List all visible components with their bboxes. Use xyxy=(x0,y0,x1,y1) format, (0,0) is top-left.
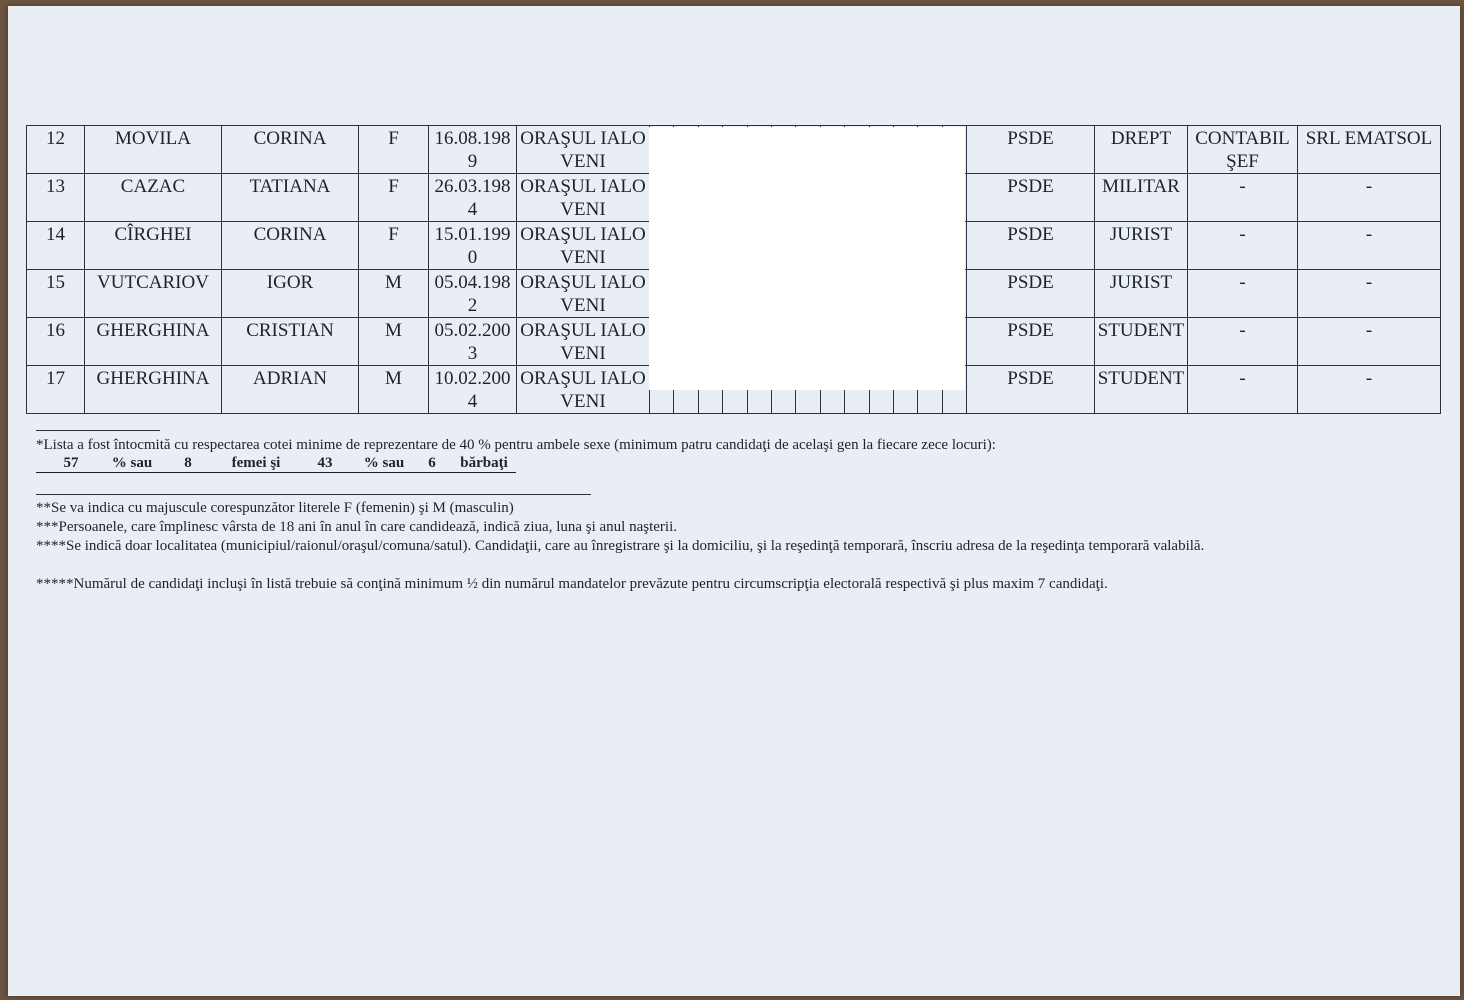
cell-surname: GHERGHINA xyxy=(85,366,222,414)
cell-locality: ORAŞUL IALOVENI xyxy=(517,318,650,366)
cell-birth: 16.08.1989 xyxy=(429,126,517,174)
cell-locality: ORAŞUL IALOVENI xyxy=(517,126,650,174)
cell-locality: ORAŞUL IALOVENI xyxy=(517,174,650,222)
footnote-count: *****Numărul de candidaţi incluşi în listă trebuie să conţină minimum ½ din numărul mandatelor prevăzute pentru circumscripţia electorală respectivă şi plus maxim 7 candidaţi. xyxy=(36,576,1108,592)
cell-sex: M xyxy=(359,270,429,318)
cell-sex: F xyxy=(359,222,429,270)
cell-workplace: - xyxy=(1298,222,1441,270)
cell-nr: 13 xyxy=(27,174,85,222)
cell-surname: GHERGHINA xyxy=(85,318,222,366)
cell-party: PSDE xyxy=(967,222,1095,270)
cell-nr: 17 xyxy=(27,366,85,414)
male-count: 6 xyxy=(412,455,452,473)
cell-position: - xyxy=(1188,318,1298,366)
cell-profession: STUDENT xyxy=(1095,366,1188,414)
percent-or-2: % sau xyxy=(356,455,412,473)
footnote-birth: ***Persoanele, care împlinesc vârsta de 18 ani în anul în care candidează, indică ziua, luna şi anul naşterii. xyxy=(36,519,677,535)
male-percent: 43 xyxy=(294,455,356,473)
female-count: 8 xyxy=(158,455,218,473)
cell-position: - xyxy=(1188,174,1298,222)
cell-nr: 16 xyxy=(27,318,85,366)
cell-profession: JURIST xyxy=(1095,222,1188,270)
cell-nr: 12 xyxy=(27,126,85,174)
cell-nr: 15 xyxy=(27,270,85,318)
cell-party: PSDE xyxy=(967,126,1095,174)
cell-name: IGOR xyxy=(222,270,359,318)
cell-position: CONTABIL ŞEF xyxy=(1188,126,1298,174)
cell-nr: 14 xyxy=(27,222,85,270)
cell-workplace: - xyxy=(1298,318,1441,366)
cell-workplace: - xyxy=(1298,174,1441,222)
footnote-rule-2 xyxy=(36,494,591,495)
cell-locality: ORAŞUL IALOVENI xyxy=(517,222,650,270)
male-label: bărbaţi xyxy=(452,455,516,473)
cell-profession: STUDENT xyxy=(1095,318,1188,366)
cell-surname: CÎRGHEI xyxy=(85,222,222,270)
cell-name: ADRIAN xyxy=(222,366,359,414)
cell-birth: 05.04.1982 xyxy=(429,270,517,318)
cell-profession: MILITAR xyxy=(1095,174,1188,222)
cell-sex: F xyxy=(359,174,429,222)
cell-locality: ORAŞUL IALOVENI xyxy=(517,366,650,414)
cell-party: PSDE xyxy=(967,174,1095,222)
cell-name: CORINA xyxy=(222,126,359,174)
cell-name: TATIANA xyxy=(222,174,359,222)
cell-sex: F xyxy=(359,126,429,174)
cell-name: CRISTIAN xyxy=(222,318,359,366)
cell-workplace: SRL EMATSOL xyxy=(1298,126,1441,174)
gender-quota-line xyxy=(36,455,516,473)
cell-profession: DREPT xyxy=(1095,126,1188,174)
footnote-locality: ****Se indică doar localitatea (municipiul/raionul/oraşul/comuna/satul). Candidaţii, care au înregistrare şi la domiciliu, şi la reşedinţă temporară, înscriu adresa de la reşedinţa temporară valabilă. xyxy=(36,538,1205,554)
cell-name: CORINA xyxy=(222,222,359,270)
cell-sex: M xyxy=(359,318,429,366)
cell-birth: 05.02.2003 xyxy=(429,318,517,366)
cell-surname: CAZAC xyxy=(85,174,222,222)
cell-birth: 26.03.1984 xyxy=(429,174,517,222)
quota-note: *Lista a fost întocmită cu respectarea cotei minime de reprezentare de 40 % pentru ambele sexe (minimum patru candidaţi de acelaşi gen la fiecare zece locuri): xyxy=(36,437,996,453)
female-label: femei şi xyxy=(218,455,294,473)
cell-surname: MOVILA xyxy=(85,126,222,174)
cell-surname: VUTCARIOV xyxy=(85,270,222,318)
cell-party: PSDE xyxy=(967,366,1095,414)
redaction-box xyxy=(649,127,965,390)
cell-workplace: - xyxy=(1298,366,1441,414)
cell-locality: ORAŞUL IALOVENI xyxy=(517,270,650,318)
cell-position: - xyxy=(1188,366,1298,414)
cell-birth: 15.01.1990 xyxy=(429,222,517,270)
cell-party: PSDE xyxy=(967,270,1095,318)
cell-profession: JURIST xyxy=(1095,270,1188,318)
footnote-rule xyxy=(36,430,160,431)
percent-or-1: % sau xyxy=(106,455,158,473)
cell-sex: M xyxy=(359,366,429,414)
cell-position: - xyxy=(1188,222,1298,270)
cell-birth: 10.02.2004 xyxy=(429,366,517,414)
footnote-sex: **Se va indica cu majuscule corespunzător literele F (femenin) şi M (masculin) xyxy=(36,500,514,516)
cell-workplace: - xyxy=(1298,270,1441,318)
cell-position: - xyxy=(1188,270,1298,318)
cell-party: PSDE xyxy=(967,318,1095,366)
female-percent: 57 xyxy=(36,455,106,473)
